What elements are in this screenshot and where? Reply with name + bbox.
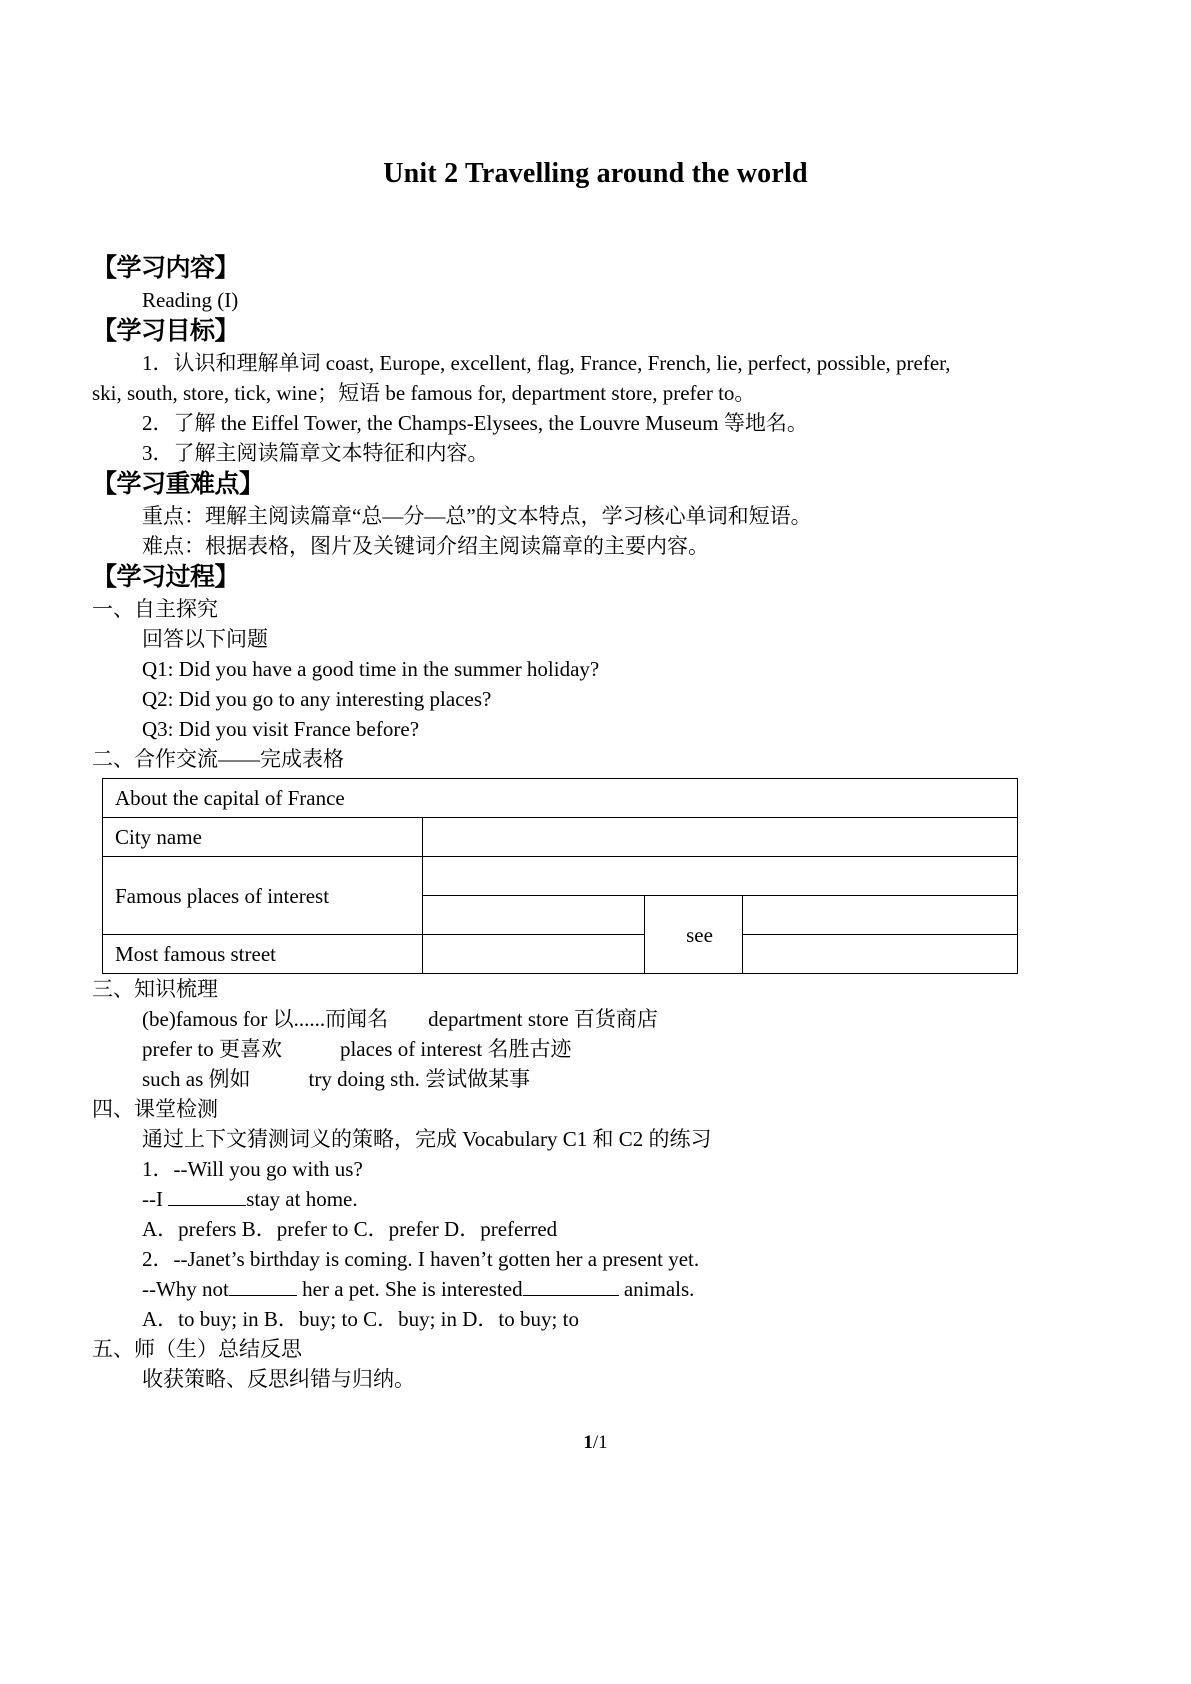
objective-item-1-line-1: 1．认识和理解单词 coast, Europe, excellent, flag, France, French, lie, perfect, possible, prefer, (142, 351, 951, 375)
knowledge-line-1 (92, 1004, 1099, 1034)
knowledge-line-2 (92, 1034, 1099, 1064)
exercise-1-answer-suffix: stay at home. (246, 1187, 358, 1211)
footer-separator: / (592, 1432, 599, 1453)
question-3: Q3: Did you visit France before? (142, 717, 420, 741)
table-input-places-1[interactable] (423, 857, 1018, 896)
objective-item-1-line-2: ski, south, store, tick, wine；短语 be famous for, department store, prefer to。 (92, 381, 756, 405)
section-heading-objectives: 【学习目标】 (92, 317, 240, 345)
france-capital-table (102, 778, 1018, 974)
exercise-2-answer-prefix: --Why not (142, 1277, 229, 1301)
exercise-1-answer-prefix: --I (142, 1187, 169, 1211)
footer-total-pages: 1 (598, 1432, 608, 1453)
table-label-famous-street: Most famous street (103, 935, 423, 974)
process-part-2-title: 二、合作交流——完成表格 (92, 747, 344, 771)
footer-current-page: 1 (583, 1432, 593, 1453)
table-input-places-2[interactable] (423, 896, 645, 935)
table-input-street-1[interactable] (423, 935, 645, 974)
answer-blank[interactable] (229, 1294, 297, 1296)
table-input-street-2[interactable] (743, 935, 1018, 974)
table-row-famous-street (103, 935, 1018, 974)
exercise-intro: 通过上下文猜测词义的策略，完成 Vocabulary C1 和 C2 的练习 (142, 1127, 712, 1151)
knowledge-line-2-right: places of interest 名胜古迹 (339, 1037, 572, 1061)
table-row-caption (103, 779, 1018, 818)
page-footer (0, 1432, 1191, 1684)
answer-blank[interactable] (523, 1294, 619, 1296)
process-part-5-body: 收获策略、反思纠错与归纳。 (142, 1367, 415, 1391)
table-row-places-top (103, 857, 1018, 896)
exercise-1-options[interactable]: A．prefers B．prefer to C．prefer D．preferred (142, 1217, 558, 1241)
knowledge-line-1-left: (be)famous for 以......而闻名 (142, 1007, 389, 1031)
exercise-2-options[interactable]: A．to buy; in B．buy; to C．buy; in D．to buy; to (142, 1307, 579, 1331)
exercise-2-answer-suffix: animals. (618, 1277, 695, 1301)
knowledge-line-2-left: prefer to 更喜欢 (142, 1037, 282, 1061)
process-part-4-title: 四、课堂检测 (92, 1097, 218, 1121)
section-heading-content: 【学习内容】 (92, 254, 240, 282)
table-input-places-3[interactable] (743, 896, 1018, 935)
question-2: Q2: Did you go to any interesting places? (142, 687, 492, 711)
objective-item-3: 3．了解主阅读篇章文本特征和内容。 (142, 441, 489, 465)
objective-item-2: 2．了解 the Eiffel Tower, the Champs-Elysees, the Louvre Museum 等地名。 (142, 411, 808, 435)
table-cell-see: see (645, 896, 743, 974)
knowledge-line-1-right: department store 百货商店 (428, 1007, 658, 1031)
knowledge-line-3 (92, 1064, 1099, 1094)
key-point-important: 重点：理解主阅读篇章“总—分—总”的文本特点，学习核心单词和短语。 (142, 504, 812, 528)
process-part-1-subtitle: 回答以下问题 (142, 627, 268, 651)
process-part-5-title: 五、师（生）总结反思 (92, 1337, 302, 1361)
process-part-3-title: 三、知识梳理 (92, 977, 218, 1001)
knowledge-line-3-left: such as 例如 (142, 1067, 251, 1091)
exercise-2-stem: 2．--Janet’s birthday is coming. I haven’t gotten her a present yet. (142, 1247, 700, 1271)
table-label-city-name: City name (103, 818, 423, 857)
exercise-2-answer-middle: her a pet. She is interested (296, 1277, 523, 1301)
reading-label: Reading (I) (142, 288, 239, 312)
answer-blank[interactable] (168, 1204, 246, 1206)
page-title: Unit 2 Travelling around the world (383, 158, 808, 189)
table-input-city-name[interactable] (423, 818, 1018, 857)
section-heading-process: 【学习过程】 (92, 563, 240, 591)
knowledge-line-3-right: try doing sth. 尝试做某事 (308, 1067, 531, 1091)
table-row-city-name (103, 818, 1018, 857)
question-1: Q1: Did you have a good time in the summer holiday? (142, 657, 600, 681)
key-point-difficult: 难点：根据表格，图片及关键词介绍主阅读篇章的主要内容。 (142, 534, 709, 558)
exercise-1-stem: 1．--Will you go with us? (142, 1157, 363, 1181)
process-part-1-title: 一、自主探究 (92, 597, 218, 621)
exercise-2-answer-line (92, 1274, 1099, 1304)
exercise-1-answer-line (92, 1184, 1099, 1214)
section-heading-key-points: 【学习重难点】 (92, 470, 264, 498)
table-label-famous-places: Famous places of interest (103, 857, 423, 935)
table-caption-cell: About the capital of France (103, 779, 1018, 818)
document-body (0, 252, 1191, 1394)
